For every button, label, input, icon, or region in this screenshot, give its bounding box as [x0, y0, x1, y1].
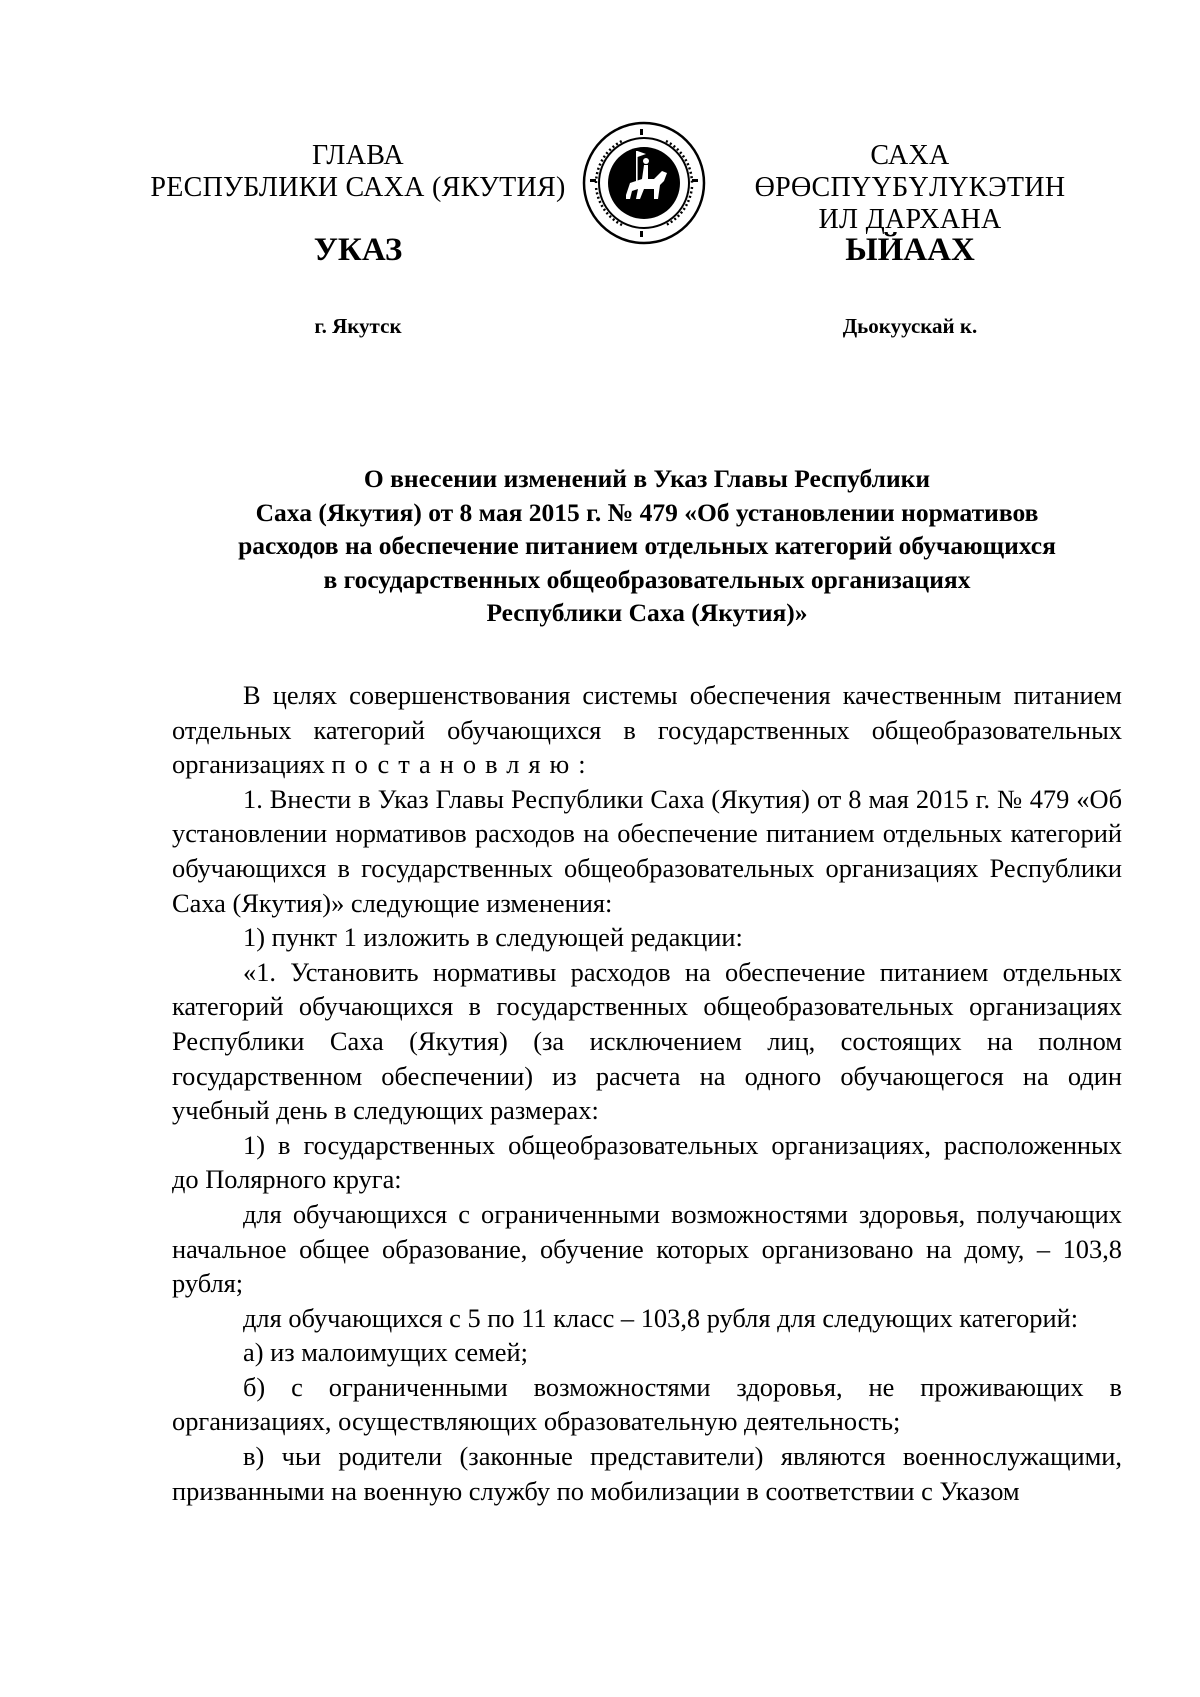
decree-label-ru: УКАЗ — [313, 232, 403, 268]
body-paragraph: 1) пункт 1 изложить в следующей редакции: — [243, 922, 743, 953]
body-paragraph: 1) в государственных общеобразовательных организациях, расположенных до Полярного круга: — [172, 1129, 1122, 1195]
issuer-left-block — [150, 140, 566, 204]
body-paragraph: для обучающихся с ограниченными возможностями здоровья, получающих начальное общее образование, обучение которых организовано на дому, – 103,8 рубля; — [172, 1198, 1122, 1299]
title-line: О внесении изменений в Указ Главы Республики — [363, 464, 931, 493]
body-paragraph: 1. Внести в Указ Главы Республики Саха (Якутия) от 8 мая 2015 г. № 479 «Об установлении нормативов расходов на обеспечение питанием отдельных категорий обучающихся в государственных общеобразовательных организациях Республики Саха (Якутия)» следующие изменения: — [172, 783, 1122, 918]
body-paragraph: «1. Установить нормативы расходов на обеспечение питанием отдельных категорий обучающихся в государственных общеобразовательных организациях Республики Саха (Якутия) (за исключением лиц, состоящих на полном государственном обеспечении) из расчета на одного обучающегося на один учебный день в следующих размерах: — [172, 956, 1122, 1126]
preamble-colon: : — [578, 749, 586, 780]
document-title — [172, 462, 1122, 630]
title-line: Саха (Якутия) от 8 мая 2015 г. № 479 «Об установлении нормативов — [255, 497, 1039, 527]
resolution-word: постановляю — [331, 749, 579, 780]
body-paragraph — [172, 678, 1122, 782]
issuer-left-line2: РЕСПУБЛИКИ САХА (ЯКУТИЯ) — [150, 172, 566, 203]
city-label-ru: г. Якутск — [314, 314, 402, 338]
title-line: расходов на обеспечение питанием отдельных категорий обучающихся — [238, 531, 1056, 560]
issuer-right-line2: ИЛ ДАРХАНА — [818, 204, 1002, 235]
body-paragraph: для обучающихся с 5 по 11 класс – 103,8 рубля для следующих категорий: — [243, 1302, 1079, 1333]
decree-label-sakha: ЫЙААХ — [845, 232, 975, 268]
body-paragraph: а) из малоимущих семей; — [243, 1337, 528, 1368]
issuer-right-line1: САХА ӨРӨСПҮҮБҮЛҮКЭТИН — [754, 140, 1066, 203]
title-line: Республики Саха (Якутия)» — [486, 598, 808, 627]
city-label-sakha: Дьокуускай к. — [842, 314, 978, 338]
emblem-icon — [582, 121, 706, 245]
issuer-left-line1: ГЛАВА — [312, 140, 404, 171]
issuer-right-block — [720, 140, 1100, 236]
preamble-text: В целях совершенствования системы обеспечения качественным питанием отдельных категорий обучающихся в государственных общеобразовательных организациях — [172, 680, 1122, 780]
title-line: в государственных общеобразовательных организациях — [323, 564, 971, 594]
coat-of-arms-emblem — [582, 121, 706, 245]
body-paragraph: б) с ограниченными возможностями здоровья, не проживающих в организациях, осуществляющих образовательную деятельность; — [172, 1371, 1122, 1437]
body-paragraph: в) чьи родители (законные представители) являются военнослужащими, призванными на военную службу по мобилизации в соответствии с Указом — [172, 1441, 1122, 1506]
document-body — [172, 678, 1122, 1508]
